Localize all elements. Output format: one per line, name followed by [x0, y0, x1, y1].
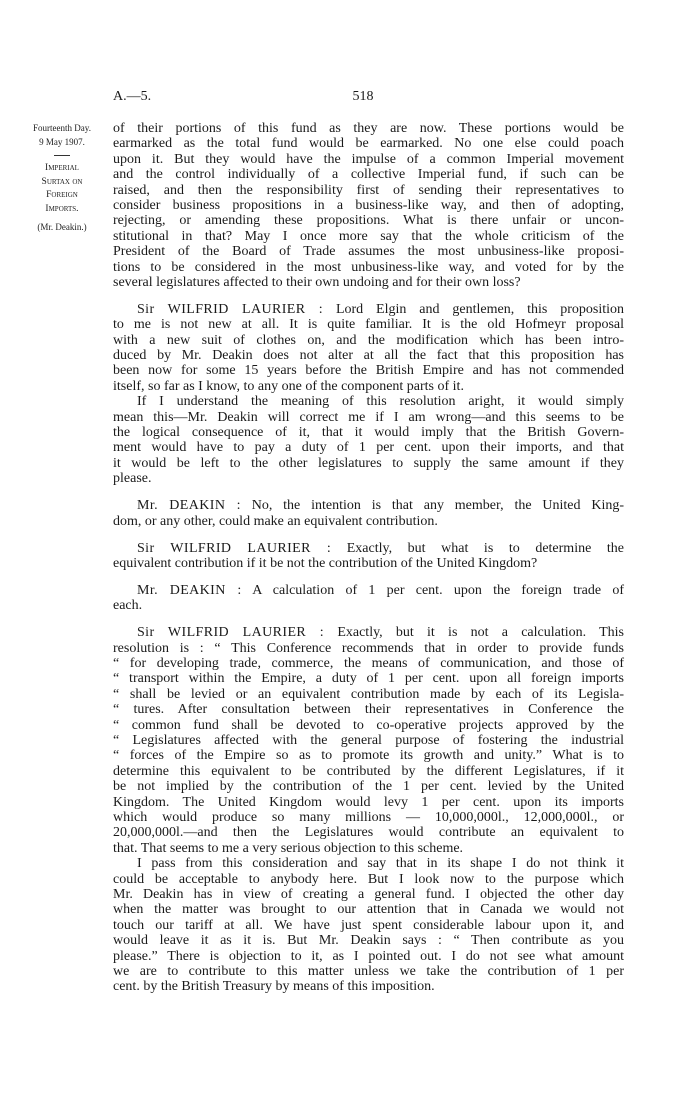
text-line: [113, 260, 624, 275]
line-text: could be acceptable to anybody here. But I look now to the purpose which: [113, 871, 624, 887]
text-line: [113, 425, 624, 440]
text-line: [113, 471, 624, 486]
line-text: President of the Board of Trade assumes the most unbusiness-like proposi-: [113, 244, 624, 260]
text-line: [113, 887, 624, 902]
text-line: [113, 656, 624, 671]
line-text: been now for some 15 years before the British Empire and has not commended: [113, 363, 624, 379]
line-text: and the control individually of a collective Imperial fund, if such can be: [113, 167, 624, 183]
line-text: 20,000,000l.—and then the Legislatures would contribute an equivalent to: [113, 825, 624, 841]
text-line: [113, 641, 624, 656]
text-line: [113, 598, 624, 613]
text-line: [113, 136, 624, 151]
text-line: [113, 702, 624, 717]
margin-date: 9 May 1907.: [39, 137, 85, 147]
line-text: we are to contribute to this matter unless we take the contribution of 1 per: [113, 963, 624, 979]
text-line: [113, 317, 624, 332]
line-text: several legislatures affected to their own undoing and for their own loss?: [113, 274, 521, 290]
speaker-name: Mr. DEAKIN :: [137, 498, 241, 514]
line-text: I pass from this consideration and say that in its shape I do not think it: [137, 856, 624, 872]
text-line: [113, 410, 624, 425]
line-text: rejecting, or amending these propositions. What is there unfair or uncon-: [113, 213, 624, 229]
text-line: [113, 363, 624, 378]
line-text: Kingdom. The United Kingdom would levy 1 per cent. upon its imports: [113, 794, 624, 810]
line-text: to me is not new at all. It is quite familiar. It is the old Hofmeyr proposal: [113, 317, 624, 333]
text-line: [113, 275, 624, 290]
speech-paragraph: [113, 302, 624, 394]
text-line: [113, 152, 624, 167]
line-text: please.: [113, 471, 152, 487]
line-text: upon it. But they would have the impulse of a common Imperial movement: [113, 151, 624, 167]
speech-paragraph: [113, 625, 624, 856]
paragraph: [113, 121, 624, 290]
line-text: determine this equivalent to be contributed by the different Legislatures, if it: [113, 763, 624, 779]
margin-day: Fourteenth Day.: [33, 123, 91, 133]
text-line: [113, 687, 624, 702]
text-line: [113, 856, 624, 871]
text-line: [113, 872, 624, 887]
text-line: [113, 964, 624, 979]
line-text: each.: [113, 598, 143, 614]
paragraph: [113, 394, 624, 486]
speech-paragraph: [113, 498, 624, 529]
line-text: A calculation of 1 per cent. upon the foreign trade of: [252, 582, 625, 598]
speech-paragraph: [113, 541, 624, 572]
text-line: [113, 456, 624, 471]
line-text: mean this—Mr. Deakin will correct me if I am wrong—and this seems to be: [113, 409, 624, 425]
line-text: “ transport within the Empire, a duty of 1 per cent. upon all foreign imports: [113, 671, 624, 687]
paragraph: [113, 856, 624, 995]
line-text: earmarked as the total fund would be earmarked. No one else could poach: [113, 136, 624, 152]
line-text: Lord Elgin and gentlemen, this proposition: [335, 301, 624, 317]
speech-paragraph: [113, 583, 624, 614]
text-line: [113, 583, 624, 598]
text-line: [113, 514, 624, 529]
line-text: “ common fund shall be devoted to co-operative projects approved by the: [113, 717, 624, 733]
text-line: [113, 748, 624, 763]
line-text: tions to be considered in the most unbusiness-like way, and voted for by the: [113, 259, 624, 275]
margin-subject: [14, 162, 110, 216]
line-text: equivalent contribution if it be not the contribution of the United Kingdom?: [113, 555, 538, 571]
line-text: “ for developing trade, commerce, the means of communication, and those of: [113, 656, 624, 672]
text-line: [113, 183, 624, 198]
page-number: 518: [352, 89, 374, 104]
text-line: [113, 810, 624, 825]
margin-subject-line: Foreign: [46, 190, 78, 200]
text-line: [113, 671, 624, 686]
line-text: be not implied by the contribution of the 1 per cent. levied by the United: [113, 779, 624, 795]
text-line: [113, 825, 624, 840]
line-text: “ Legislatures affected with the general purpose of fostering the industrial: [113, 733, 624, 749]
speaker-name: Mr. DEAKIN :: [137, 582, 242, 598]
text-line: [113, 718, 624, 733]
line-text: would leave it as it is. But Mr. Deakin says : “ Then contribute as you: [113, 933, 624, 949]
line-text: raised, and then the responsibility first of sending their representatives to: [113, 182, 624, 198]
line-text: “ tures. After consultation between their representatives in Conference the: [113, 702, 624, 718]
line-text: Exactly, but it is not a calculation. This: [337, 625, 624, 641]
line-text: If I understand the meaning of this resolution aright, it would simply: [137, 394, 624, 410]
margin-speaker: (Mr. Deakin.): [37, 222, 87, 232]
text-line: [113, 348, 624, 363]
speaker-name: Sir WILFRID LAURIER :: [137, 625, 325, 641]
text-line: [113, 541, 624, 556]
text-line: [113, 918, 624, 933]
line-text: of their portions of this fund as they are now. These portions would be: [113, 121, 624, 136]
line-text: duced by Mr. Deakin does not alter at all the fact that this proposition has: [113, 348, 624, 364]
text-line: [113, 198, 624, 213]
line-text: “ shall be levied or an equivalent contribution made by each of its Legisla-: [113, 686, 624, 702]
text-line: [113, 213, 624, 228]
line-text: consider business propositions in a business-like way, and then of adopting,: [113, 197, 624, 213]
text-line: [113, 302, 624, 317]
margin-subject-line: Surtax on: [41, 176, 83, 187]
line-text: when the matter was brought to our attention that in Canada we would not: [113, 902, 624, 918]
text-line: [113, 121, 624, 136]
line-text: No, the intention is that any member, the United King-: [251, 498, 624, 514]
margin-note: [14, 121, 110, 234]
line-text: ment would have to pay a duty of 1 per cent. upon their imports, and that: [113, 440, 624, 456]
document-body: [113, 121, 624, 995]
line-text: that. That seems to me a very serious objection to this scheme.: [113, 840, 464, 856]
line-text: please.” There is objection to it, as I pointed out. I do not see what amount: [113, 948, 624, 964]
line-text: it would be left to the other legislatures to supply the same amount if they: [113, 455, 624, 471]
speaker-name: Sir WILFRID LAURIER :: [137, 301, 324, 317]
text-line: [113, 764, 624, 779]
text-line: [113, 244, 624, 259]
text-line: [113, 733, 624, 748]
line-text: itself, so far as I know, to any one of the component parts of it.: [113, 378, 464, 394]
line-text: touch our tariff at all. We have just spent considerable labour upon it, and: [113, 917, 624, 933]
text-line: [113, 379, 624, 394]
text-line: [113, 949, 624, 964]
text-line: [113, 779, 624, 794]
text-line: [113, 933, 624, 948]
margin-subject-line: Imperial: [45, 163, 79, 173]
text-line: [113, 440, 624, 455]
margin-divider: [54, 155, 70, 156]
text-line: [113, 556, 624, 571]
text-line: [113, 333, 624, 348]
margin-subject-line: Imports.: [45, 203, 79, 214]
text-line: [113, 841, 624, 856]
line-text: resolution is : “ This Conference recommends that in order to provide funds: [113, 640, 624, 656]
line-text: Mr. Deakin has in view of creating a general fund. I objected the other day: [113, 886, 624, 902]
text-line: [113, 498, 624, 513]
document-series-code: A.—5.: [113, 89, 152, 104]
line-text: dom, or any other, could make an equivalent contribution.: [113, 513, 438, 529]
line-text: Exactly, but what is to determine the: [346, 540, 624, 556]
line-text: which would produce so many millions — 10,000,000l., 12,000,000l., or: [113, 809, 624, 825]
text-line: [113, 979, 624, 994]
line-text: cent. by the British Treasury by means of this imposition.: [113, 979, 435, 995]
text-line: [113, 167, 624, 182]
text-line: [113, 394, 624, 409]
text-line: [113, 625, 624, 640]
text-line: [113, 229, 624, 244]
line-text: the logical consequence of it, that it would imply that the British Govern-: [113, 425, 624, 441]
text-line: [113, 902, 624, 917]
text-line: [113, 795, 624, 810]
line-text: “ forces of the Empire so as to promote its growth and unity.” What is to: [113, 748, 624, 764]
speaker-name: Sir WILFRID LAURIER :: [137, 540, 332, 556]
line-text: stitutional in that? May I once more say that the whole criticism of the: [113, 228, 624, 244]
line-text: with a new suit of clothes on, and the modification which has been intro-: [113, 332, 624, 348]
